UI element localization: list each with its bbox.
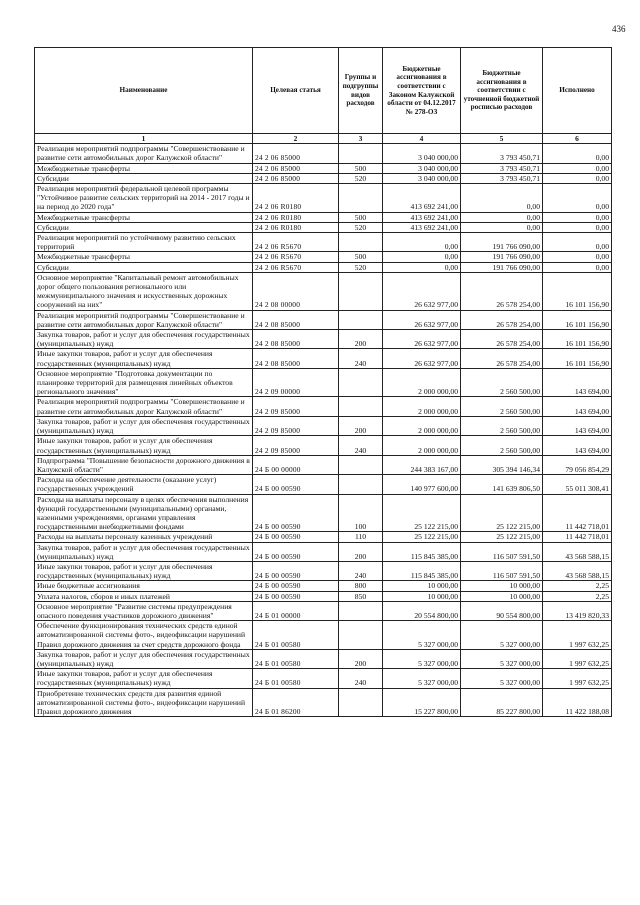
row-code: 24 2 09 85000 <box>253 416 339 435</box>
header-law: Бюджетные ассигнования в соответствии с Законом Калужской области от 04.12.2017 № 278-ОЗ <box>383 48 461 134</box>
row-executed-amount: 79 056 854,29 <box>543 455 612 474</box>
row-name: Расходы на обеспечение деятельности (оказание услуг) государственных учреждений <box>35 475 253 494</box>
row-law-amount: 26 632 977,00 <box>383 310 461 329</box>
row-code: 24 2 06 R5670 <box>253 252 339 262</box>
table-row <box>35 436 612 455</box>
row-law-amount: 2 000 000,00 <box>383 416 461 435</box>
table-row <box>35 455 612 474</box>
row-code: 24 2 06 85000 <box>253 144 339 163</box>
header-updated: Бюджетные ассигнования в соответствии с уточненной бюджетной росписью расходов <box>461 48 543 134</box>
row-updated-amount: 2 560 500,00 <box>461 436 543 455</box>
row-code: 24 Б 01 00580 <box>253 649 339 668</box>
row-updated-amount: 3 793 450,71 <box>461 173 543 183</box>
row-code: 24 Б 00 00590 <box>253 532 339 542</box>
row-group <box>339 184 383 213</box>
row-executed-amount: 43 568 588,15 <box>543 561 612 580</box>
row-executed-amount: 16 101 156,90 <box>543 310 612 329</box>
row-updated-amount: 191 766 090,00 <box>461 233 543 252</box>
row-law-amount: 2 000 000,00 <box>383 397 461 416</box>
row-updated-amount: 305 394 146,34 <box>461 455 543 474</box>
row-name: Межбюджетные трансферты <box>35 252 253 262</box>
row-updated-amount: 26 578 254,00 <box>461 310 543 329</box>
row-code: 24 Б 01 00580 <box>253 669 339 688</box>
row-law-amount: 3 040 000,00 <box>383 163 461 173</box>
row-law-amount: 2 000 000,00 <box>383 368 461 397</box>
table-row <box>35 494 612 532</box>
column-number: 2 <box>253 134 339 144</box>
row-law-amount: 5 327 000,00 <box>383 649 461 668</box>
row-name: Подпрограмма "Повышение безопасности дорожного движения в Калужской области" <box>35 455 253 474</box>
row-name: Обеспечение функционирования технических средств единой автоматизированной системы фото-, видеофиксации нарушений Правил дорожного движения за счет средств дорожного фонда <box>35 621 253 650</box>
row-name: Закупка товаров, работ и услуг для обеспечения государственных (муниципальных) нужд <box>35 542 253 561</box>
row-group: 200 <box>339 542 383 561</box>
table-row <box>35 688 612 717</box>
row-executed-amount: 16 101 156,90 <box>543 330 612 349</box>
row-group <box>339 310 383 329</box>
table-row <box>35 349 612 368</box>
row-group: 200 <box>339 416 383 435</box>
row-updated-amount: 141 639 806,50 <box>461 475 543 494</box>
row-law-amount: 0,00 <box>383 233 461 252</box>
row-law-amount: 5 327 000,00 <box>383 621 461 650</box>
row-law-amount: 25 122 215,00 <box>383 532 461 542</box>
table-row <box>35 368 612 397</box>
row-executed-amount: 143 694,00 <box>543 436 612 455</box>
row-name: Основное мероприятие "Подготовка документации по планировке территорий для размещения линейных объектов регионального значения" <box>35 368 253 397</box>
row-group <box>339 475 383 494</box>
row-code: 24 2 08 85000 <box>253 330 339 349</box>
header-code: Целевая статья <box>253 48 339 134</box>
row-updated-amount: 90 554 800,00 <box>461 601 543 620</box>
row-group: 110 <box>339 532 383 542</box>
row-updated-amount: 10 000,00 <box>461 581 543 591</box>
row-law-amount: 413 692 241,00 <box>383 222 461 232</box>
row-law-amount: 244 383 167,00 <box>383 455 461 474</box>
row-executed-amount: 1 997 632,25 <box>543 669 612 688</box>
row-code: 24 2 08 85000 <box>253 349 339 368</box>
row-executed-amount: 16 101 156,90 <box>543 349 612 368</box>
row-law-amount: 26 632 977,00 <box>383 349 461 368</box>
row-group: 200 <box>339 649 383 668</box>
row-updated-amount: 0,00 <box>461 212 543 222</box>
row-law-amount: 0,00 <box>383 262 461 272</box>
row-executed-amount: 0,00 <box>543 212 612 222</box>
row-name: Расходы на выплаты персоналу казенных учреждений <box>35 532 253 542</box>
row-name: Субсидии <box>35 173 253 183</box>
row-name: Закупка товаров, работ и услуг для обеспечения государственных (муниципальных) нужд <box>35 330 253 349</box>
row-code: 24 Б 00 00590 <box>253 561 339 580</box>
row-name: Реализация мероприятий подпрограммы "Совершенствование и развитие сети автомобильных дорог Калужской области" <box>35 144 253 163</box>
column-number: 4 <box>383 134 461 144</box>
budget-table <box>34 47 612 717</box>
row-updated-amount: 2 560 500,00 <box>461 368 543 397</box>
row-name: Реализация мероприятий по устойчивому развитию сельских территорий <box>35 233 253 252</box>
row-name: Реализация мероприятий федеральной целевой программы "Устойчивое развитие сельских территорий на 2014 - 2017 годы и на период до 2020 года" <box>35 184 253 213</box>
row-executed-amount: 13 419 820,33 <box>543 601 612 620</box>
row-code: 24 2 08 00000 <box>253 272 339 310</box>
row-law-amount: 10 000,00 <box>383 581 461 591</box>
row-law-amount: 10 000,00 <box>383 591 461 601</box>
row-code: 24 Б 00 00590 <box>253 494 339 532</box>
header-group: Группы и подгруппы видов расходов <box>339 48 383 134</box>
row-updated-amount: 26 578 254,00 <box>461 330 543 349</box>
row-updated-amount: 5 327 000,00 <box>461 621 543 650</box>
column-number: 3 <box>339 134 383 144</box>
row-law-amount: 25 122 215,00 <box>383 494 461 532</box>
row-code: 24 2 06 R5670 <box>253 233 339 252</box>
row-group: 520 <box>339 173 383 183</box>
row-executed-amount: 0,00 <box>543 144 612 163</box>
row-law-amount: 0,00 <box>383 252 461 262</box>
row-executed-amount: 2,25 <box>543 581 612 591</box>
row-group: 100 <box>339 494 383 532</box>
row-name: Закупка товаров, работ и услуг для обеспечения государственных (муниципальных) нужд <box>35 416 253 435</box>
row-group: 240 <box>339 349 383 368</box>
row-updated-amount: 2 560 500,00 <box>461 416 543 435</box>
row-code: 24 Б 00 00590 <box>253 542 339 561</box>
table-row <box>35 173 612 183</box>
table-row <box>35 310 612 329</box>
row-updated-amount: 25 122 215,00 <box>461 532 543 542</box>
row-code: 24 2 06 85000 <box>253 173 339 183</box>
row-executed-amount: 1 997 632,25 <box>543 649 612 668</box>
row-law-amount: 413 692 241,00 <box>383 184 461 213</box>
row-group <box>339 144 383 163</box>
row-code: 24 2 08 85000 <box>253 310 339 329</box>
table-row <box>35 591 612 601</box>
table-row <box>35 233 612 252</box>
row-updated-amount: 116 507 591,50 <box>461 542 543 561</box>
row-law-amount: 115 845 385,00 <box>383 561 461 580</box>
row-code: 24 Б 01 86200 <box>253 688 339 717</box>
row-name: Закупка товаров, работ и услуг для обеспечения государственных (муниципальных) нужд <box>35 649 253 668</box>
table-row <box>35 542 612 561</box>
column-number: 5 <box>461 134 543 144</box>
row-executed-amount: 0,00 <box>543 252 612 262</box>
row-executed-amount: 11 442 718,01 <box>543 532 612 542</box>
page-number: 436 <box>612 24 626 34</box>
row-updated-amount: 26 578 254,00 <box>461 349 543 368</box>
row-executed-amount: 11 422 188,08 <box>543 688 612 717</box>
table-row <box>35 581 612 591</box>
table-row <box>35 212 612 222</box>
table-row <box>35 330 612 349</box>
table-row <box>35 262 612 272</box>
row-name: Субсидии <box>35 262 253 272</box>
row-updated-amount: 2 560 500,00 <box>461 397 543 416</box>
row-law-amount: 2 000 000,00 <box>383 436 461 455</box>
row-name: Реализация мероприятий подпрограммы "Совершенствование и развитие сети автомобильных дорог Калужской области" <box>35 310 253 329</box>
row-law-amount: 20 554 800,00 <box>383 601 461 620</box>
row-executed-amount: 143 694,00 <box>543 368 612 397</box>
row-updated-amount: 26 578 254,00 <box>461 272 543 310</box>
table-row <box>35 252 612 262</box>
row-code: 24 2 06 85000 <box>253 163 339 173</box>
row-updated-amount: 3 793 450,71 <box>461 163 543 173</box>
row-updated-amount: 0,00 <box>461 222 543 232</box>
row-name: Приобретение технических средств для развития единой автоматизированной системы фото-, видеофиксации нарушений Правил дорожного движения <box>35 688 253 717</box>
row-executed-amount: 0,00 <box>543 262 612 272</box>
table-row <box>35 532 612 542</box>
row-law-amount: 3 040 000,00 <box>383 173 461 183</box>
table-row <box>35 272 612 310</box>
row-name: Иные бюджетные ассигнования <box>35 581 253 591</box>
row-executed-amount: 143 694,00 <box>543 416 612 435</box>
row-code: 24 2 06 R0180 <box>253 222 339 232</box>
table-row <box>35 184 612 213</box>
row-executed-amount: 11 442 718,01 <box>543 494 612 532</box>
column-number-row <box>35 134 612 144</box>
row-name: Межбюджетные трансферты <box>35 163 253 173</box>
row-group <box>339 233 383 252</box>
row-name: Расходы на выплаты персоналу в целях обеспечения выполнения функций государственными (муниципальными) органами, казенными учреждениями, органами управления государственными внебюджетными фондами <box>35 494 253 532</box>
table-row <box>35 397 612 416</box>
row-group: 200 <box>339 330 383 349</box>
row-law-amount: 3 040 000,00 <box>383 144 461 163</box>
table-row <box>35 561 612 580</box>
row-code: 24 Б 01 00580 <box>253 621 339 650</box>
table-row <box>35 475 612 494</box>
row-code: 24 Б 00 00000 <box>253 455 339 474</box>
row-code: 24 2 06 R5670 <box>253 262 339 272</box>
row-law-amount: 5 327 000,00 <box>383 669 461 688</box>
row-updated-amount: 116 507 591,50 <box>461 561 543 580</box>
column-number: 1 <box>35 134 253 144</box>
column-number: 6 <box>543 134 612 144</box>
row-executed-amount: 2,25 <box>543 591 612 601</box>
row-executed-amount: 143 694,00 <box>543 397 612 416</box>
row-name: Иные закупки товаров, работ и услуг для обеспечения государственных (муниципальных) нужд <box>35 436 253 455</box>
header-row <box>35 48 612 134</box>
row-code: 24 Б 01 00000 <box>253 601 339 620</box>
row-updated-amount: 10 000,00 <box>461 591 543 601</box>
row-group: 240 <box>339 436 383 455</box>
table-row <box>35 621 612 650</box>
row-group <box>339 397 383 416</box>
row-group <box>339 368 383 397</box>
table-row <box>35 416 612 435</box>
row-group <box>339 455 383 474</box>
row-name: Уплата налогов, сборов и иных платежей <box>35 591 253 601</box>
row-name: Основное мероприятие "Развитие системы предупреждения опасного поведения участников дорожного движения" <box>35 601 253 620</box>
row-updated-amount: 85 227 800,00 <box>461 688 543 717</box>
header-name: Наименование <box>35 48 253 134</box>
table-row <box>35 163 612 173</box>
row-law-amount: 140 977 600,00 <box>383 475 461 494</box>
row-group: 500 <box>339 163 383 173</box>
table-row <box>35 669 612 688</box>
row-group <box>339 272 383 310</box>
row-name: Реализация мероприятий подпрограммы "Совершенствование и развитие сети автомобильных дорог Калужской области" <box>35 397 253 416</box>
row-executed-amount: 0,00 <box>543 184 612 213</box>
table-row <box>35 601 612 620</box>
table-row <box>35 649 612 668</box>
row-name: Субсидии <box>35 222 253 232</box>
row-group: 850 <box>339 591 383 601</box>
row-executed-amount: 0,00 <box>543 173 612 183</box>
row-group: 500 <box>339 252 383 262</box>
row-code: 24 2 06 R0180 <box>253 184 339 213</box>
row-law-amount: 115 845 385,00 <box>383 542 461 561</box>
header-done: Исполнено <box>543 48 612 134</box>
row-executed-amount: 1 997 632,25 <box>543 621 612 650</box>
row-executed-amount: 16 101 156,90 <box>543 272 612 310</box>
table-row <box>35 144 612 163</box>
row-code: 24 2 09 00000 <box>253 368 339 397</box>
row-updated-amount: 25 122 215,00 <box>461 494 543 532</box>
row-code: 24 2 06 R0180 <box>253 212 339 222</box>
row-group: 520 <box>339 262 383 272</box>
row-law-amount: 26 632 977,00 <box>383 272 461 310</box>
row-name: Основное мероприятие "Капитальный ремонт автомобильных дорог общего пользования регионального или межмуниципального значения и искусственных дорожных сооружений на них" <box>35 272 253 310</box>
row-updated-amount: 0,00 <box>461 184 543 213</box>
row-group <box>339 601 383 620</box>
row-group: 240 <box>339 561 383 580</box>
row-group: 800 <box>339 581 383 591</box>
row-code: 24 Б 00 00590 <box>253 475 339 494</box>
row-law-amount: 413 692 241,00 <box>383 212 461 222</box>
row-name: Иные закупки товаров, работ и услуг для обеспечения государственных (муниципальных) нужд <box>35 349 253 368</box>
row-group: 500 <box>339 212 383 222</box>
row-name: Межбюджетные трансферты <box>35 212 253 222</box>
row-updated-amount: 5 327 000,00 <box>461 669 543 688</box>
row-updated-amount: 191 766 090,00 <box>461 262 543 272</box>
row-code: 24 2 09 85000 <box>253 397 339 416</box>
table-row <box>35 222 612 232</box>
row-updated-amount: 3 793 450,71 <box>461 144 543 163</box>
row-executed-amount: 0,00 <box>543 222 612 232</box>
row-executed-amount: 0,00 <box>543 163 612 173</box>
row-code: 24 Б 00 00590 <box>253 581 339 591</box>
row-law-amount: 15 227 800,00 <box>383 688 461 717</box>
row-name: Иные закупки товаров, работ и услуг для обеспечения государственных (муниципальных) нужд <box>35 561 253 580</box>
row-group: 240 <box>339 669 383 688</box>
row-executed-amount: 0,00 <box>543 233 612 252</box>
row-group: 520 <box>339 222 383 232</box>
row-executed-amount: 43 568 588,15 <box>543 542 612 561</box>
row-name: Иные закупки товаров, работ и услуг для обеспечения государственных (муниципальных) нужд <box>35 669 253 688</box>
row-group <box>339 621 383 650</box>
row-group <box>339 688 383 717</box>
row-updated-amount: 5 327 000,00 <box>461 649 543 668</box>
row-executed-amount: 55 011 308,41 <box>543 475 612 494</box>
row-law-amount: 26 632 977,00 <box>383 330 461 349</box>
row-updated-amount: 191 766 090,00 <box>461 252 543 262</box>
row-code: 24 Б 00 00590 <box>253 591 339 601</box>
row-code: 24 2 09 85000 <box>253 436 339 455</box>
